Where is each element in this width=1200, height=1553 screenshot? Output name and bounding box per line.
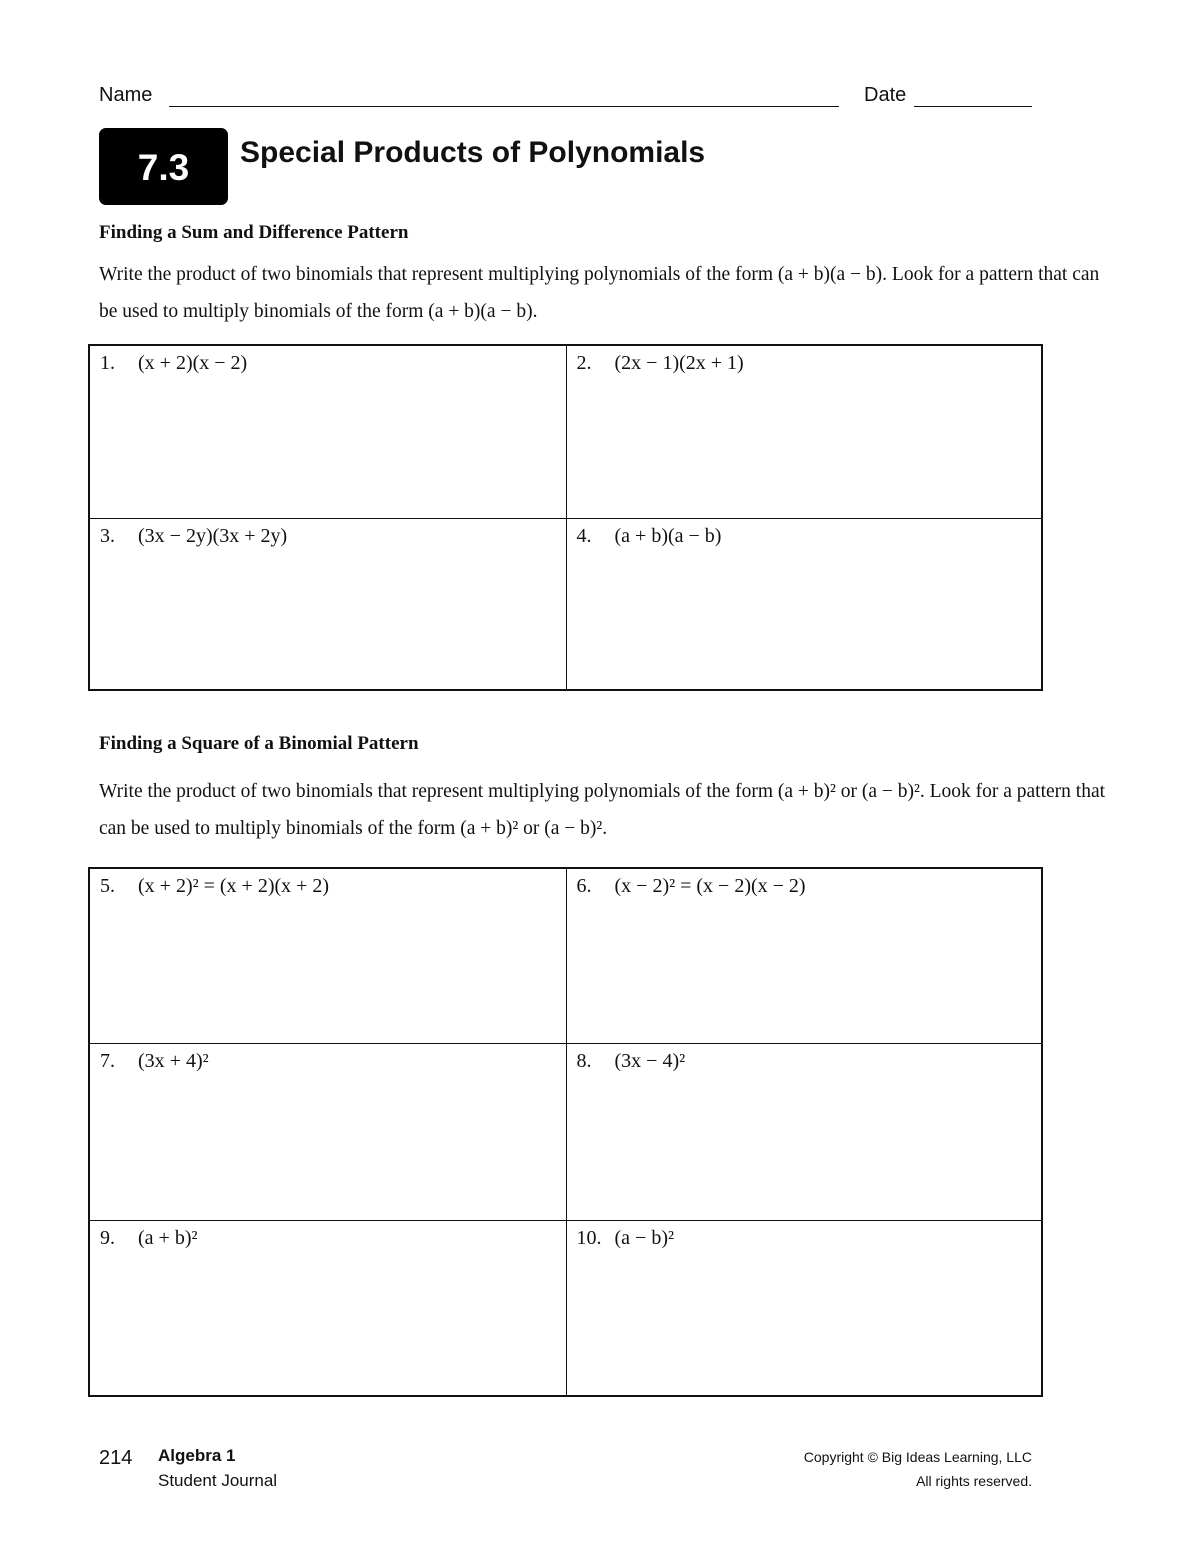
problem-expression: (a + b)² xyxy=(138,1227,198,1249)
page-title: Special Products of Polynomials xyxy=(240,136,706,169)
problem-row xyxy=(90,869,1041,1043)
problem-10[interactable] xyxy=(566,1221,1042,1395)
book-subtitle: Student Journal xyxy=(158,1471,278,1490)
problem-4[interactable] xyxy=(566,519,1042,689)
name-label: Name xyxy=(99,84,153,106)
problem-expression: (x + 2)² = (x + 2)(x + 2) xyxy=(138,875,330,897)
problem-number: 9. xyxy=(100,1227,115,1249)
problem-number: 4. xyxy=(576,525,592,547)
problem-6[interactable] xyxy=(566,869,1042,1043)
problem-row xyxy=(90,518,1041,689)
part2-problem-grid xyxy=(88,867,1043,1397)
problem-8[interactable] xyxy=(566,1044,1042,1220)
problem-1[interactable] xyxy=(90,346,566,518)
problem-number: 3. xyxy=(100,525,115,547)
copyright-notice xyxy=(804,1445,1032,1493)
date-field[interactable] xyxy=(914,106,1032,107)
problem-number: 8. xyxy=(576,1050,592,1072)
problem-number: 1. xyxy=(100,352,115,374)
problem-number: 2. xyxy=(576,352,592,374)
problem-row xyxy=(90,346,1041,518)
date-label: Date xyxy=(864,84,907,106)
part1-instruction: Write the product of two binomials that represent multiplying polynomials of the form (a + b)(a − b). Look for a pattern that can be used to multiply binomials of the form (a + b)(a − b). xyxy=(99,264,1100,322)
problem-expression: (3x − 4)² xyxy=(614,1050,686,1072)
problem-2[interactable] xyxy=(566,346,1042,518)
part1-problem-grid xyxy=(88,344,1043,691)
section-number-badge: 7.3 xyxy=(99,128,228,205)
student-header xyxy=(99,84,1032,112)
problem-number: 7. xyxy=(100,1050,115,1072)
problem-9[interactable] xyxy=(90,1221,566,1395)
problem-expression: (3x + 4)² xyxy=(138,1050,209,1072)
problem-expression: (2x − 1)(2x + 1) xyxy=(614,352,744,374)
problem-7[interactable] xyxy=(90,1044,566,1220)
problem-3[interactable] xyxy=(90,519,566,689)
book-title: Algebra 1 xyxy=(158,1446,236,1465)
problem-expression: (x − 2)² = (x − 2)(x − 2) xyxy=(614,875,806,897)
book-info xyxy=(158,1443,277,1493)
problem-expression: (x + 2)(x − 2) xyxy=(138,352,248,374)
copyright-line: Copyright © Big Ideas Learning, LLC xyxy=(803,1449,1032,1465)
part2-instruction: Write the product of two binomials that represent multiplying polynomials of the form (a + b)² or (a − b)². Look for a pattern that can be used to multiply binomials of the form (a + b)² or (a − b)². xyxy=(99,781,1106,839)
problem-expression: (3x − 2y)(3x + 2y) xyxy=(138,525,288,547)
problem-expression: (a − b)² xyxy=(614,1227,674,1249)
problem-row xyxy=(90,1043,1041,1220)
part2-heading: Finding a Square of a Binomial Pattern xyxy=(99,733,419,754)
page-number: 214 xyxy=(99,1447,133,1469)
problem-expression: (a + b)(a − b) xyxy=(614,525,722,547)
problem-number: 5. xyxy=(100,875,115,897)
problem-number: 10. xyxy=(576,1227,602,1249)
problem-5[interactable] xyxy=(90,869,566,1043)
part1-heading: Finding a Sum and Difference Pattern xyxy=(99,222,409,243)
rights-line: All rights reserved. xyxy=(916,1473,1032,1489)
problem-number: 6. xyxy=(576,875,592,897)
problem-row xyxy=(90,1220,1041,1395)
name-field[interactable] xyxy=(169,106,839,107)
